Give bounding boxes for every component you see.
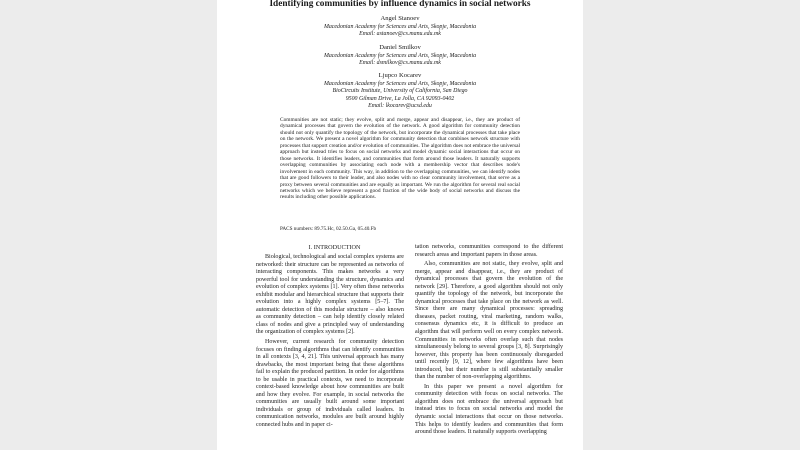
author-name: Angel Stanoev [380, 15, 420, 22]
pacs-numbers: PACS numbers: 89.75.Hc, 02.50.Ga, 05.40.Fb [280, 226, 377, 232]
abstract: Communities are not static; they evolve, split and merge, appear and disappear, i.e., they are product of dynamical processes that govern the evolution of the network. A good algorithm for community detection should not only quantify the topology of the network, but incorporate the dynamical processes that take place on the network. We present a novel algorithm for community detection that combines network structure with processes that support creation and/or evolution of communities. The algorithm does not embrace the universal approach but instead tries to focus on social networks and model dynamic social interactions that occur on those networks. It identifies leaders, and communities that form around those leaders. It naturally supports overlapping communities by associating each node with a membership vector that describes node's involvement in each community. This way, in addition to the overlapping communities, we can identify nodes that are good followers to their leader, and also nodes with no clear community involvement, that serve as a proxy between several communities and are equally as important. We run the algorithm for several real social networks which we believe represent a good fraction of the wide body of social networks and discuss the results including other possible applications. [280, 117, 520, 201]
paragraph: However, current research for community detection focuses on finding algorithms that can identify communities in all contexts [3, 4, 21]. This universal approach has many drawbacks, the most important being that these algorithms fail to explain the produced partition. In order for algorithms to be usable in practical contexts, we need to incorporate context-based knowledge about how communities are built and how they evolve. For example, in social networks the communities are usually built around some important individuals or group of individuals called leaders. In communication networks, modules are built around highly connected hubs and in paper ci- [256, 339, 404, 429]
paragraph: In this paper we present a novel algorithm for community detection with focus on social networks. The algorithm does not embrace the universal approach but instead tries to focus on social networks and model the dynamic social interactions that occur on those networks. This helps to identify leaders and communities that form around those leaders. It naturally supports overlapping [415, 383, 563, 436]
section-heading: I. INTRODUCTION [308, 244, 361, 251]
author-name: Ljupco Kocarev [378, 72, 422, 79]
right-column [415, 244, 563, 437]
author-affiliation: Macedonian Academy for Sciences and Arts, Skopje, Macedonia [323, 52, 477, 59]
paragraph: Also, communities are not static, they evolve, split and merge, appear and disappear, i.e., they are product of dynamical processes that govern the evolution of the network [29]. Therefore, a good algorithm should not only quantify the topology of the network, but incorporate the dynamical processes that take place on the network as well. Since there are many dynamical processes: spreading diseases, packet routing, viral marketing, random walks, consensus dynamics etc, it is difficult to produce an algorithm that will perform well on every complex network. Communities in networks often overlap such that nodes simultaneously belong to several groups [3, 8]. Surprisingly however, this property has been continuously disregarded until recently [9, 12], where few algorithms have been introduced, but their number is still substantially smaller than the number of non-overlapping algorithms. [415, 261, 563, 381]
author-affiliation: Macedonian Academy for Sciences and Arts, Skopje, Macedonia [323, 23, 477, 30]
paragraph: Biological, technological and social complex systems are networked: their structure can be represented as networks of interacting components. This makes networks a very powerful tool for understanding the structure, dynamics and evolution of complex systems [1]. Very often these networks exhibit modular and hierarchical structure that supports their evolution into a highly complex systems [5–7]. The automatic detection of this modular structure – also known as community detection – can help identify closely related class of nodes and give a principled way of understanding the organization of complex systems [2]. [256, 254, 404, 336]
author-affiliation: Macedonian Academy for Sciences and Arts, Skopje, Macedonia [323, 80, 477, 87]
paragraph: tation networks, communities correspond to the different research areas and important papers in those areas. [415, 244, 563, 258]
author-name: Daniel Smilkov [379, 44, 421, 51]
author-email: Email: lkocarev@ucsd.edu [368, 103, 432, 109]
author-email: Email: dsmilkov@cs.manu.edu.mk [359, 60, 441, 66]
left-column [256, 244, 404, 430]
paper-page [217, 0, 583, 450]
paper-title: Identifying communities by influence dynamics in social networks [269, 0, 531, 9]
author-email: Email: astanoev@cs.manu.edu.mk [359, 31, 441, 37]
author-address: 9500 Gilman Drive, La Jolla, CA 92093-0402 [345, 95, 455, 102]
author-affiliation: BioCircuits Institute, University of California, San Diego [332, 88, 468, 94]
